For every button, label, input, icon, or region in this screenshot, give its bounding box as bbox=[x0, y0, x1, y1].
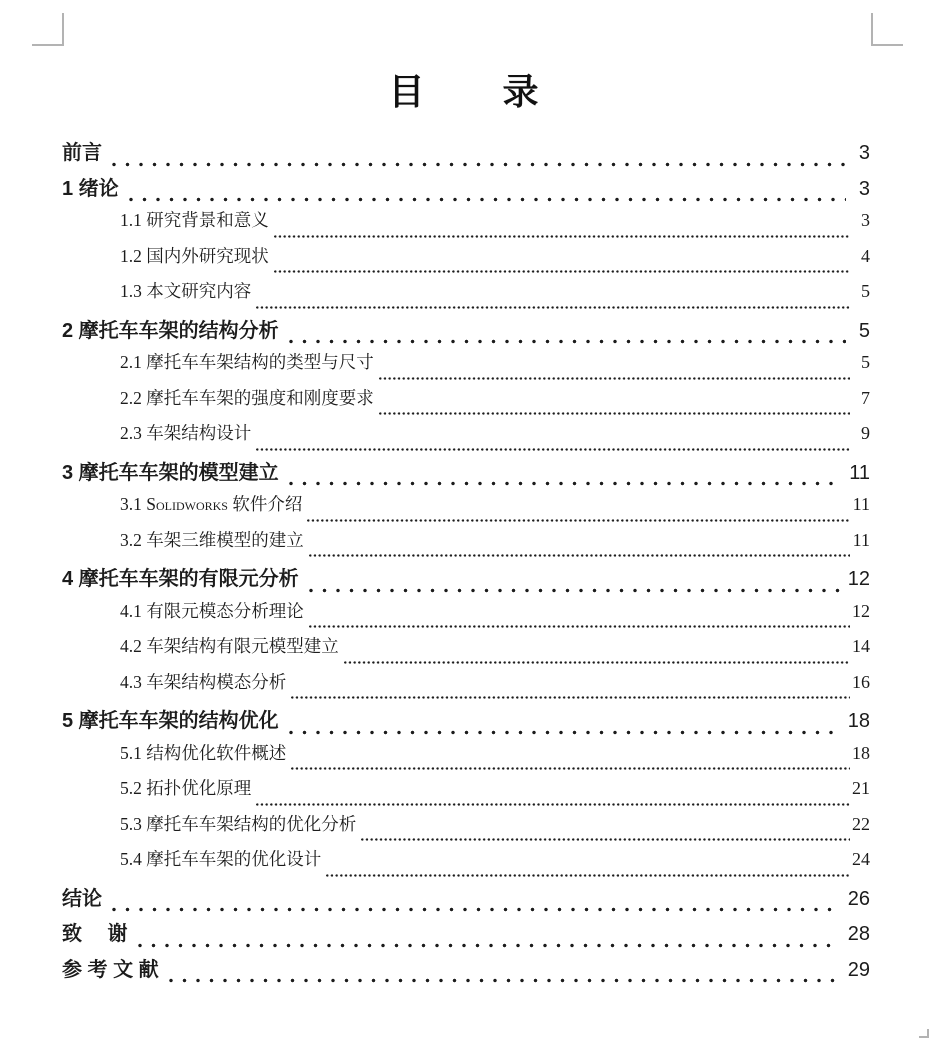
toc-entry-page: 3 bbox=[858, 142, 870, 164]
toc-entry-label: 5.1 结构优化软件概述 bbox=[120, 742, 287, 763]
toc-entry-page: 7 bbox=[861, 387, 870, 408]
dot-leader bbox=[112, 907, 840, 912]
dot-leader bbox=[291, 766, 850, 771]
toc-entry-label: 4.1 有限元模态分析理论 bbox=[120, 600, 304, 621]
toc-entry-chapter-2 bbox=[62, 314, 870, 350]
toc-entry-section-4-1 bbox=[62, 598, 870, 634]
toc-entry-label: 2.1 摩托车车架结构的类型与尺寸 bbox=[120, 352, 374, 372]
toc-entry-page: 28 bbox=[847, 923, 870, 945]
toc-entry-section-3-1 bbox=[62, 491, 870, 527]
toc-entry-section-2-1 bbox=[62, 349, 870, 385]
toc-entry-label: 5.3 摩托车车架结构的优化分析 bbox=[120, 813, 357, 834]
toc-entry-chapter-4 bbox=[62, 562, 870, 598]
toc-entry-page: 12 bbox=[852, 600, 870, 621]
dot-leader bbox=[256, 305, 850, 310]
toc-entry-page: 11 bbox=[849, 461, 870, 484]
toc-entry-section-5-3 bbox=[62, 811, 870, 847]
dot-leader bbox=[289, 481, 842, 486]
toc-entry-section-2-2 bbox=[62, 385, 870, 421]
toc-entry-label: 2.3 车架结构设计 bbox=[120, 423, 252, 443]
toc-entry-page: 5 bbox=[861, 352, 870, 372]
dot-leader bbox=[307, 518, 850, 523]
toc-entry-label: 4.3 车架结构模态分析 bbox=[120, 671, 287, 692]
toc-entry-conclusion bbox=[62, 882, 870, 918]
toc-entry-label: 前言 bbox=[62, 142, 102, 164]
toc-entry-page: 29 bbox=[847, 958, 870, 981]
toc-entry-label: 4.2 车架结构有限元模型建立 bbox=[120, 636, 339, 656]
toc-entry-label: 5.2 拓扑优化原理 bbox=[120, 778, 252, 798]
toc-entry-page: 5 bbox=[858, 319, 870, 342]
dot-leader bbox=[289, 730, 840, 735]
toc-entry-section-1-3 bbox=[62, 278, 870, 314]
dot-leader bbox=[256, 447, 850, 452]
dot-leader bbox=[379, 376, 850, 381]
toc-entry-chapter-5 bbox=[62, 704, 870, 740]
table-of-contents bbox=[62, 136, 870, 988]
dot-leader bbox=[309, 588, 840, 593]
toc-entry-page: 26 bbox=[847, 887, 870, 910]
toc-entry-chapter-1 bbox=[62, 172, 870, 208]
toc-entry-foreword bbox=[62, 136, 870, 172]
toc-entry-page: 12 bbox=[847, 568, 870, 590]
dot-leader bbox=[169, 978, 840, 983]
toc-entry-label: 1 绪论 bbox=[62, 177, 119, 200]
toc-entry-page: 4 bbox=[861, 245, 870, 266]
dot-leader bbox=[256, 802, 850, 807]
toc-entry-label: 1.1 研究背景和意义 bbox=[120, 210, 269, 230]
toc-entry-label: 5 摩托车车架的结构优化 bbox=[62, 710, 279, 732]
dot-leader bbox=[112, 162, 846, 167]
toc-entry-page: 22 bbox=[852, 813, 870, 834]
dot-leader bbox=[138, 943, 840, 948]
toc-entry-page: 9 bbox=[861, 423, 870, 443]
toc-entry-label: 1.3 本文研究内容 bbox=[120, 281, 252, 301]
toc-entry-page: 3 bbox=[858, 177, 870, 200]
crop-mark-top-right-vertical bbox=[871, 13, 873, 46]
toc-entry-label: 2.2 摩托车车架的强度和刚度要求 bbox=[120, 387, 374, 408]
toc-entry-page: 14 bbox=[852, 636, 870, 656]
toc-entry-chapter-3 bbox=[62, 456, 870, 492]
dot-leader bbox=[289, 339, 846, 344]
dot-leader bbox=[274, 234, 850, 239]
toc-entry-label: 5.4 摩托车车架的优化设计 bbox=[120, 849, 322, 869]
crop-mark-top-right-horizontal bbox=[871, 44, 903, 46]
toc-entry-section-1-2 bbox=[62, 243, 870, 279]
toc-entry-acknowledgements bbox=[62, 917, 870, 953]
dot-leader bbox=[274, 269, 850, 274]
toc-entry-section-5-2 bbox=[62, 775, 870, 811]
toc-entry-label: 3.1 Solidworks 软件介绍 bbox=[120, 494, 303, 514]
toc-entry-page: 24 bbox=[852, 849, 870, 869]
toc-entry-page: 11 bbox=[852, 529, 870, 550]
toc-entry-section-5-4 bbox=[62, 846, 870, 882]
toc-entry-section-3-2 bbox=[62, 527, 870, 563]
toc-entry-page: 18 bbox=[852, 742, 870, 763]
crop-mark-top-left-vertical bbox=[62, 13, 64, 46]
toc-entry-references bbox=[62, 953, 870, 989]
toc-entry-label: 3.2 车架三维模型的建立 bbox=[120, 529, 304, 550]
dot-leader bbox=[309, 624, 850, 629]
dot-leader bbox=[326, 873, 850, 878]
dot-leader bbox=[309, 553, 850, 558]
toc-entry-page: 21 bbox=[852, 778, 870, 798]
toc-entry-page: 11 bbox=[852, 494, 870, 514]
toc-entry-section-5-1 bbox=[62, 740, 870, 776]
crop-mark-top-left-horizontal bbox=[32, 44, 64, 46]
toc-entry-section-2-3 bbox=[62, 420, 870, 456]
toc-entry-section-4-3 bbox=[62, 669, 870, 705]
toc-entry-page: 16 bbox=[852, 671, 870, 692]
toc-entry-label: 3 摩托车车架的模型建立 bbox=[62, 461, 279, 484]
dot-leader bbox=[129, 197, 846, 202]
toc-entry-label: 致 谢 bbox=[62, 923, 128, 945]
toc-entry-page: 3 bbox=[861, 210, 870, 230]
toc-entry-page: 18 bbox=[847, 710, 870, 732]
toc-title: 目 录 bbox=[388, 71, 541, 112]
toc-entry-page: 5 bbox=[861, 281, 870, 301]
dot-leader bbox=[361, 837, 850, 842]
toc-entry-label: 参 考 文 献 bbox=[62, 958, 159, 981]
toc-entry-label: 1.2 国内外研究现状 bbox=[120, 245, 269, 266]
dot-leader bbox=[379, 411, 850, 416]
toc-entry-section-1-1 bbox=[62, 207, 870, 243]
dot-leader bbox=[291, 695, 850, 700]
toc-entry-section-4-2 bbox=[62, 633, 870, 669]
toc-entry-label: 4 摩托车车架的有限元分析 bbox=[62, 568, 299, 590]
toc-entry-label: 2 摩托车车架的结构分析 bbox=[62, 319, 279, 342]
dot-leader bbox=[344, 660, 850, 665]
toc-entry-label: 结论 bbox=[62, 887, 102, 910]
